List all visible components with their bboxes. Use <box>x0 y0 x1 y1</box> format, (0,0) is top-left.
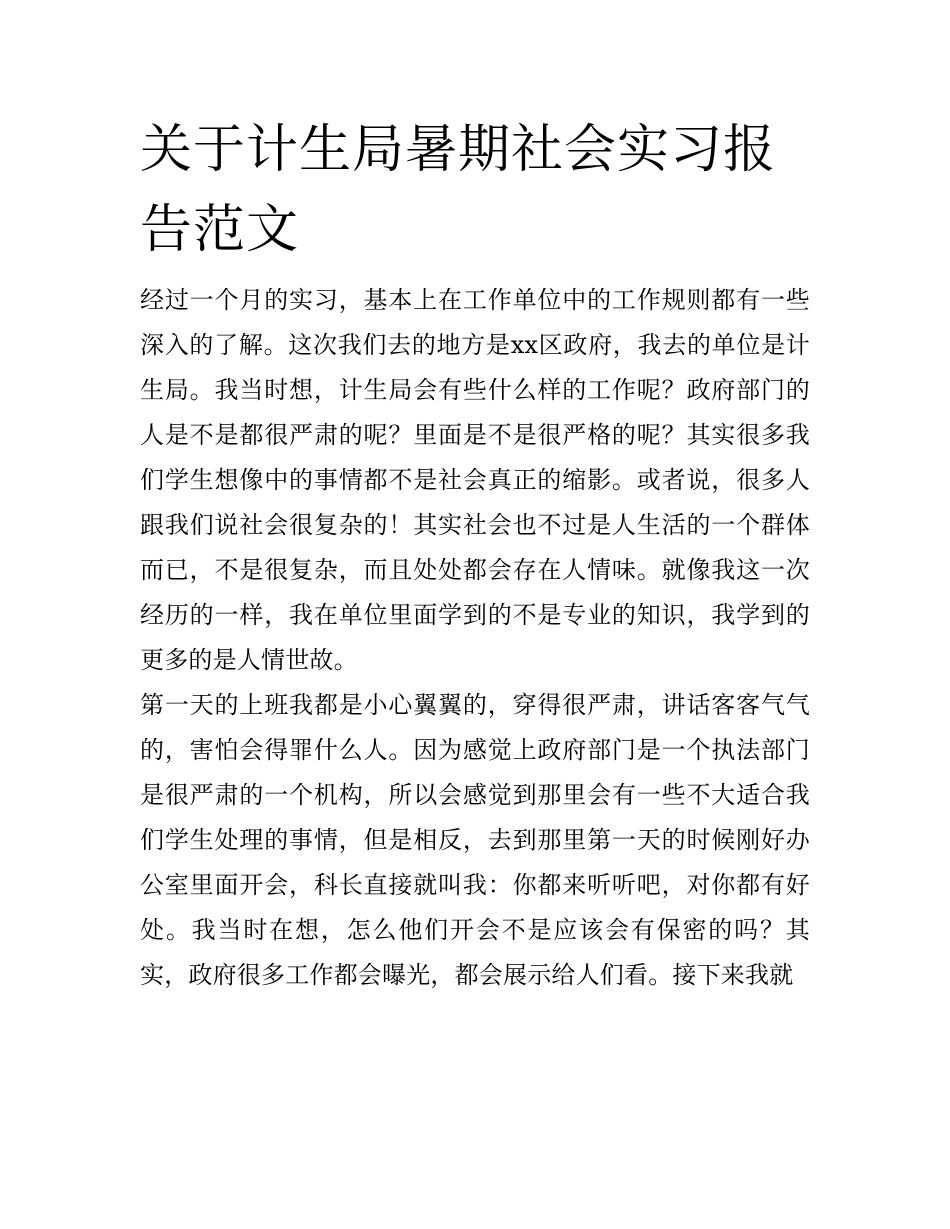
paragraph-1: 经过一个月的实习，基本上在工作单位中的工作规则都有一些深入的了解。这次我们去的地方是xx区政府，我去的单位是计生局。我当时想，计生局会有些什么样的工作呢？政府部门的人是不是都很严肃的呢？里面是不是很严格的呢？其实很多我们学生想像中的事情都不是社会真正的缩影。或者说，很多人跟我们说社会很复杂的！其实社会也不过是人生活的一个群体而已，不是很复杂，而且处处都会存在人情味。就像我这一次经历的一样，我在单位里面学到的不是专业的知识，我学到的更多的是人情世故。 <box>140 286 810 674</box>
document-title: 关于计生局暑期社会实习报告范文 <box>140 120 777 260</box>
document-body <box>140 278 810 998</box>
paragraph-2: 第一天的上班我都是小心翼翼的，穿得很严肃，讲话客客气气的，害怕会得罪什么人。因为感觉上政府部门是一个执法部门是很严肃的一个机构，所以会感觉到那里会有一些不大适合我们学生处理的事情，但是相反，去到那里第一天的时候刚好办公室里面开会，科长直接就叫我：你都来听听吧，对你都有好处。我当时在想，怎么他们开会不是应该会有保密的吗？其实，政府很多工作都会曝光，都会展示给人们看。接下来我就 <box>140 691 810 989</box>
